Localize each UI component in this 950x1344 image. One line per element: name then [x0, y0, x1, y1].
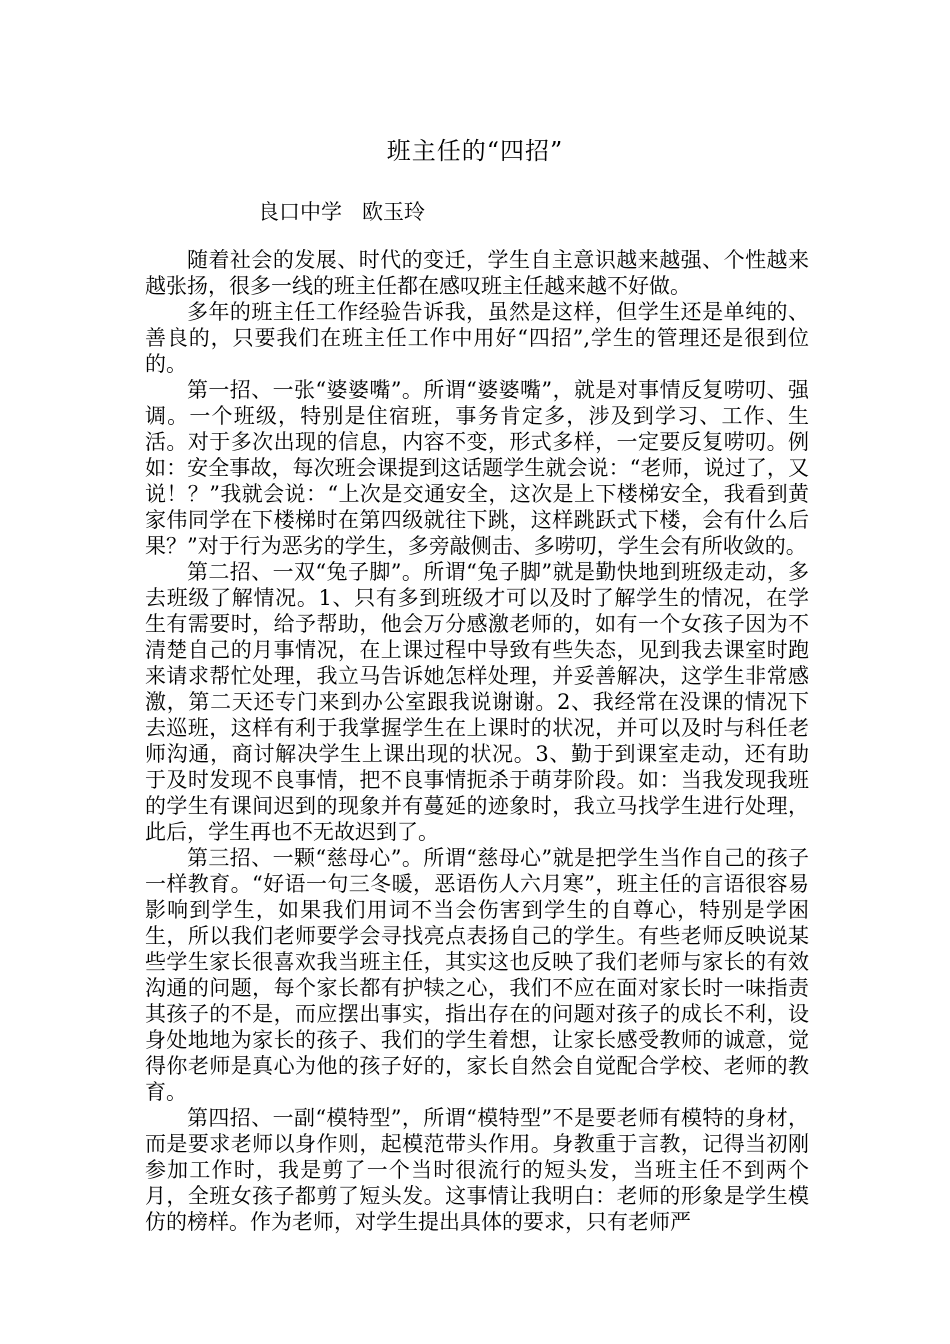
paragraph-tip-three: 第三招、一颗“慈母心”。所谓“慈母心”就是把学生当作自己的孩子一样教育。“好语一句三冬暖，恶语伤人六月寒”，班主任的言语很容易影响到学生，如果我们用词不当会伤害到学生的自尊心，特别是学困生，所以我们老师要学会寻找亮点表扬自己的学生。有些老师反映说某些学生家长很喜欢我当班主任，其实这也反映了我们老师与家长的有效沟通的问题，每个家长都有护犊之心，我们不应在面对家长时一味指责其孩子的不是，而应摆出事实，指出存在的问题对孩子的成长不利，设身处地地为家长的孩子、我们的学生着想，让家长感受教师的诚意，觉得你老师是真心为他的孩子好的，家长自然会自觉配合学校、老师的教育。: [145, 846, 809, 1104]
paragraph-experience: 多年的班主任工作经验告诉我，虽然是这样，但学生还是单纯的、善良的，只要我们在班主任工作中用好“四招”,学生的管理还是很到位的。: [145, 300, 809, 376]
author-byline: 良口中学 欧玉玲: [258, 200, 426, 224]
paragraph-tip-two: 第二招、一双“兔子脚”。所谓“兔子脚”就是勤快地到班级走动，多去班级了解情况。1、只有多到班级才可以及时了解学生的情况，在学生有需要时，给予帮助，他会万分感激老师的，如有一个女孩子因为不清楚自己的月事情况，在上课过程中导致有些失态，见到我去课室时跑来请求帮忙处理，我立马告诉她怎样处理，并妥善解决，这学生非常感激，第二天还专门来到办公室跟我说谢谢。2、我经常在没课的情况下去巡班，这样有利于我掌握学生在上课时的状况，并可以及时与科任老师沟通，商讨解决学生上课出现的状况。3、勤于到课室走动，还有助于及时发现不良事情，把不良事情扼杀于萌芽阶段。如：当我发现我班的学生有课间迟到的现象并有蔓延的迹象时，我立马找学生进行处理，此后，学生再也不无故迟到了。: [145, 560, 809, 844]
paragraph-intro: 随着社会的发展、时代的变迁，学生自主意识越来越强、个性越来越张扬，很多一线的班主任都在感叹班主任越来越不好做。: [145, 248, 809, 298]
document-body: [145, 247, 809, 1235]
paragraph-tip-one: 第一招、一张“婆婆嘴”。所谓“婆婆嘴”，就是对事情反复唠叨、强调。一个班级，特别是住宿班，事务肯定多，涉及到学习、工作、生活。对于多次出现的信息，内容不变，形式多样，一定要反复唠叨。例如：安全事故，每次班会课提到这话题学生就会说：“老师，说过了，又说！？”我就会说：“上次是交通安全，这次是上下楼梯安全，我看到黄家伟同学在下楼梯时在第四级就往下跳，这样跳跃式下楼，会有什么后果？”对于行为恶劣的学生，多旁敲侧击、多唠叨，学生会有所收敛的。: [145, 378, 809, 558]
document-title: 班主任的“四招”: [386, 137, 564, 165]
paragraph-tip-four: 第四招、一副“模特型”，所谓“模特型”不是要老师有模特的身材，而是要求老师以身作则，起模范带头作用。身教重于言教，记得当初刚参加工作时，我是剪了一个当时很流行的短头发，当班主任不到两个月，全班女孩子都剪了短头发。这事情让我明白：老师的形象是学生模仿的榜样。作为老师，对学生提出具体的要求，只有老师严: [145, 1106, 809, 1234]
